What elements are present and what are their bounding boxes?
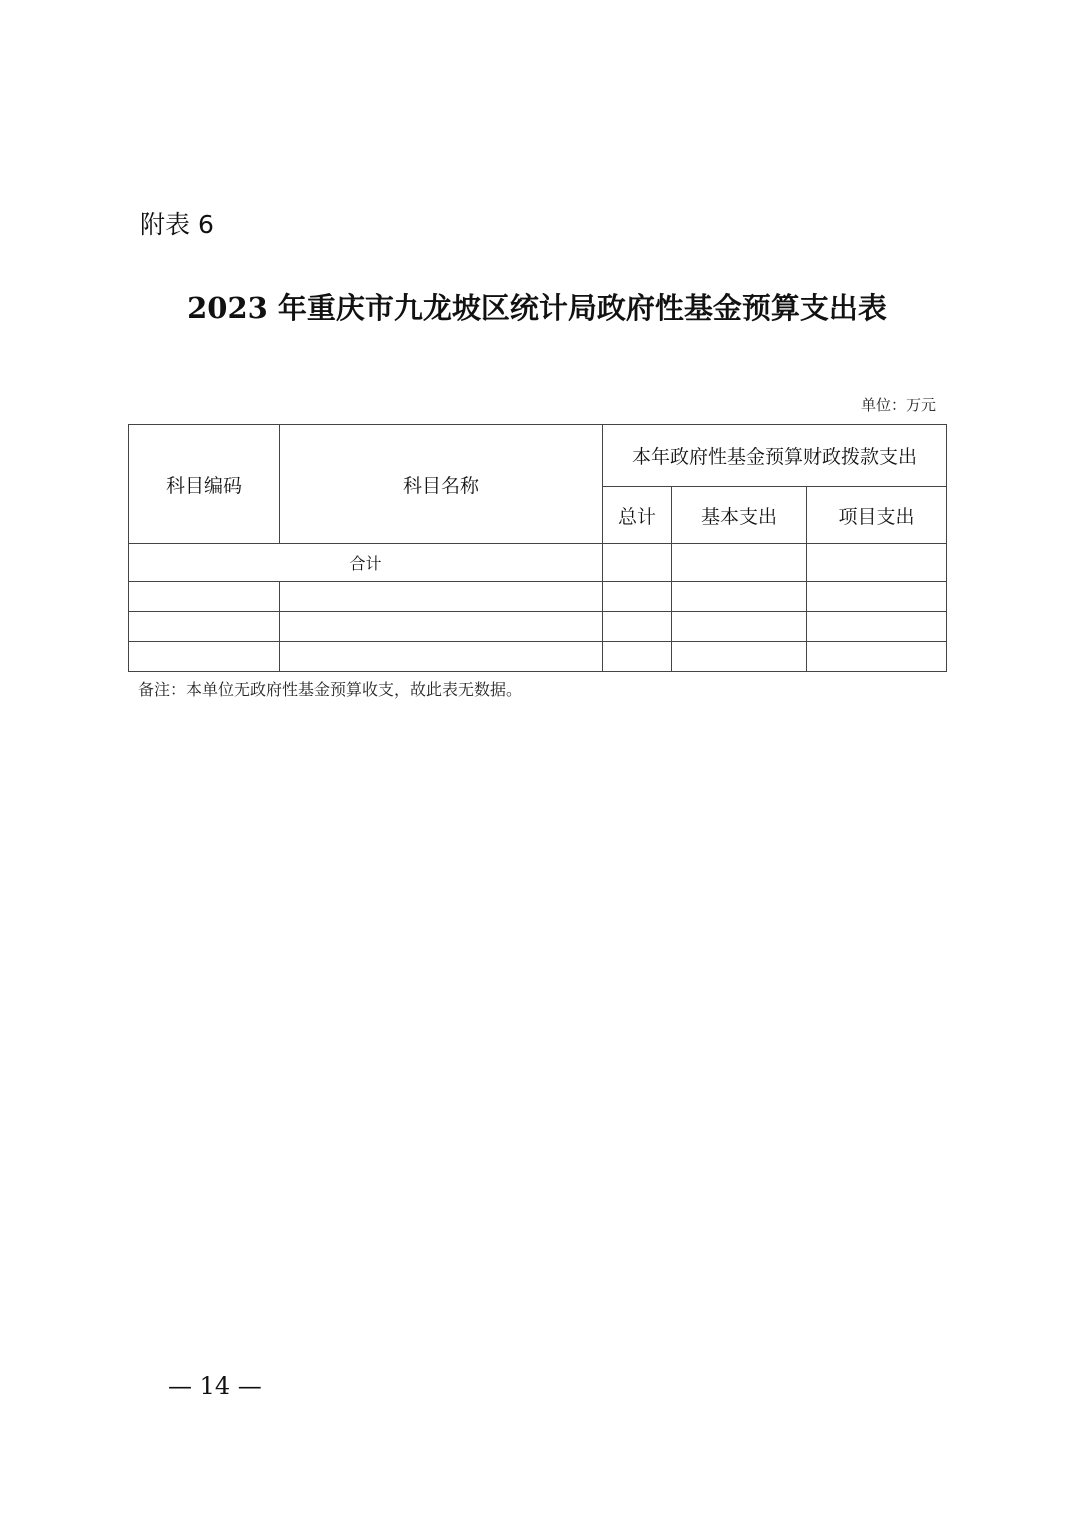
total-row-total (603, 544, 672, 582)
row-total (603, 642, 672, 672)
row-name (280, 612, 603, 642)
header-subject-code: 科目编码 (129, 425, 280, 544)
row-code (129, 642, 280, 672)
budget-table (128, 424, 947, 672)
row-project (807, 582, 947, 612)
page-title: 2023 年重庆市九龙坡区统计局政府性基金预算支出表 (187, 291, 887, 325)
total-row-label: 合计 (129, 544, 603, 582)
row-total (603, 612, 672, 642)
row-project (807, 642, 947, 672)
row-project (807, 612, 947, 642)
table-row (129, 642, 947, 672)
table-row (129, 582, 947, 612)
row-total (603, 582, 672, 612)
total-row-project (807, 544, 947, 582)
row-name (280, 582, 603, 612)
header-basic-expense: 基本支出 (672, 487, 807, 544)
table-row (129, 612, 947, 642)
row-basic (672, 642, 807, 672)
row-basic (672, 582, 807, 612)
header-subject-name: 科目名称 (280, 425, 603, 544)
row-basic (672, 612, 807, 642)
row-code (129, 582, 280, 612)
row-code (129, 612, 280, 642)
header-total: 总计 (603, 487, 672, 544)
footnote: 备注：本单位无政府性基金预算收支，故此表无数据。 (138, 680, 523, 699)
table-header-row (129, 425, 947, 487)
total-row-basic (672, 544, 807, 582)
table-total-row (129, 544, 947, 582)
page-number: — 14 — (168, 1372, 262, 1400)
unit-label: 单位：万元 (860, 396, 936, 414)
appendix-label: 附表 6 (140, 210, 214, 239)
row-name (280, 642, 603, 672)
header-project-expense: 项目支出 (807, 487, 947, 544)
header-group: 本年政府性基金预算财政拨款支出 (603, 425, 947, 487)
